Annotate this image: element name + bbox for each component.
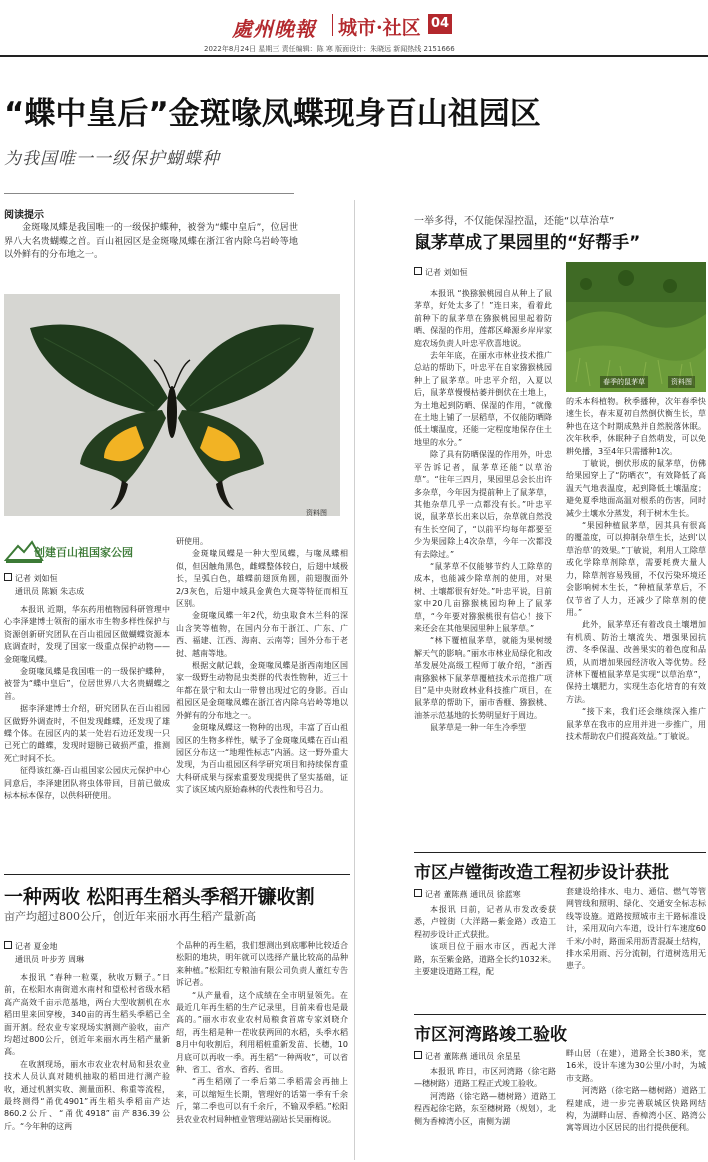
rice-byline: 记者 夏金地 通讯员 叶步芳 周琳 xyxy=(4,940,174,966)
byline-marker-icon xyxy=(414,889,422,897)
road2-headline: 市区河湾路竣工验收 xyxy=(414,1025,567,1045)
rice-subtitle: 亩产均超过800公斤，创近年来丽水再生稻产量新高 xyxy=(4,910,256,923)
lead-column-2: 研使用。 金斑喙凤蝶是一种大型凤蝶，与喙凤蝶相似，但因触角黑色，雌蝶整体较白，后翅中域极长，呈弧白色，雄蝶前翅顶角圆，前翅腹面外2/3灰色，后翅中域具金黄色大斑等特征而相互区别。 金斑喙凤蝶一年2代，幼虫取食木兰科的深山含笑等植物，在国内分布于浙江、广东、广西、福建、江西、海南、云南等；国外分布于老挝、越南等地。 根据文献记载，金斑喙凤蝶是浙西南地区国家一级野生动物昆虫类群的代表性物种，近三十年都在景宁和太山一带曾出现过它的身影。百山祖园区是金斑喙凤蝶在浙江省内除乌岩岭等地以外鲜有的分布地之一。 金斑喙凤蝶这一物种的出现，丰富了百山祖园区的生物多样性，赋予了金斑喙凤蝶在百山祖园区分布这一“地理性标志”内涵。这一野外重大发现，为百山祖园区科学研究项目和持续保育重大科研成果与探索重要发现提供了坚实基础，证实了该区域内原始森林的代表性和号召力。 xyxy=(176,537,348,795)
road2-column-2: 畔山居（在建），道路全长380米，宽16米，设计车速为30公里/小时，为城市支路。 河湾路（徐宅路—穗树路）道路工程建成，进一步完善联城区快路网结构，为湖畔山居、香樟湾小区、路湾公寓等周边小区居民的出行提供便利。 xyxy=(566,1049,706,1133)
byline-marker-icon xyxy=(4,941,12,949)
grass-illustration xyxy=(566,262,706,392)
rice-top-rule xyxy=(4,874,350,875)
tip-rule xyxy=(4,193,294,194)
lead-column-1: 本报讯 近期，华东药用植物园科研管理中心李泽建博士领衔的丽水市生物多样性保护与资源创新研究团队在百山祖园区做蝴蝶资源本底调查时，发现了国家一级重点保护动物——金斑喙凤蝶。 金斑喙凤蝶是我国唯一的一级保护蝶种，被誉为“蝶中皇后”，位居世界八大名贵蝴蝶之首。 据李泽建博士介绍，研究团队在百山祖园区做野外调查时，不但发现雌蝶，还发现了雄蝶个体。在园区内的某一处岩石边还发现一只已死亡的雌蝶，发现时翅膀已破损严重，推测死亡时间不长。 征得该红藻-百山祖国家公园庆元保护中心同意后，李泽建团队将虫体带回，目前已做成标本标本保存，以供科研使用。 xyxy=(4,605,170,801)
road2-top-rule xyxy=(414,1014,706,1015)
butterfly-photo xyxy=(4,294,340,516)
mole-headline: 鼠茅草成了果园里的“好帮手” xyxy=(414,233,641,253)
road2-byline: 记者 董陈燕 通讯员 余星星 xyxy=(414,1050,521,1063)
rice-column-1: 本报讯 “春种一粒粟，秋收万颗子。”日前，在松阳水南街道水南村和望松村省级水稻高产高效千亩示范基地，两台大型收割机在水稻田里来回穿梭，340亩的再生稻头季稻已全面开割。经农业专家现场实割测产验收，亩产均超过800公斤，创近年来丽水再生稻产量新高。 在收割现场，丽水市农业农村局和县农业技术人员认真对随机抽取的稻田进行测产验收，通过机割实收、测量面积、称重等流程，最终测得“甬优4901”再生稻头季稻亩产达860.2公斤、“甬优4918”亩产836.39公斤。“今年种的这两 xyxy=(4,973,170,1131)
masthead-info: 2022年8月24日 星期三 责任编辑：陈 寒 版面设计：朱晓远 新闻热线 2151666 xyxy=(204,45,455,53)
mole-column-1: 本报讯 “换猕猴桃园自从种上了鼠茅草，好处太多了！”连日来，看着此前种下的鼠茅草在猕猴桃园里起着防晒、保湿的作用，莲都区峰源乡岸岸家庭农场负责人叶忠平欣喜地说。 去年年底，在丽水市林业技术推广总站的帮助下，叶忠平在自家猕猴桃园种上了鼠茅草。叶忠平介绍，入夏以后，鼠茅草慢慢枯萎并倒伏在土地上，为土地起到防晒、保湿的作用，“就像在土地上铺了一层稻草，不仅能防晒降低土壤温度，还能一定程度地保存住土地里的水分。” 除了具有防晒保湿的作用外，叶忠平告诉记者，鼠茅草还能“以草治草”。“往年三四月，果园里总会长出许多杂草，今年因为提前种上了鼠茅草，其他杂草几乎一点都没有长。”叶忠平说，鼠茅草长出来以后，杂草就自然没有生长空间了，“以前平均每年都要至少为果园除上4次杂草，今年一次都没有去除过。” “鼠茅草不仅能够节约人工除草的成本，也能减少除草剂的使用，对果树、土壤都很有好处。”叶忠平说，目前家中20几亩猕猴桃园均种上了鼠茅草，“今年要对猕猴桃很有信心！接下来还会在其他果园里种上鼠茅草。” “林下覆植鼠茅草，就能为果树缓解天气的影响。”丽水市林业局绿化和改革发展处高级工程师丁敏介绍，“浙西南猕猴林下鼠茅草覆植技术示范推广项目”是中央财政林业科技推广项目，在鼠茅草的帮助下，丽市香榧、猕猴桃、油茶示范基地的长势明显好于周边。 鼠茅草是一种一年生冷季型 xyxy=(414,289,552,733)
reading-tip-text: 金斑喙凤蝶是我国唯一的一级保护蝶种，被誉为“蝶中皇后”，位居世界八大名贵蝴蝶之首。百山祖园区是金斑喙凤蝶在浙江省内除乌岩岭等地以外鲜有的分布地之一。 xyxy=(4,223,298,260)
mole-photo-credit: 资料图 xyxy=(668,376,695,388)
park-logo-text: 创建百山祖国家公园 xyxy=(34,546,133,559)
newspaper-logo: 處州晚報 xyxy=(232,17,316,41)
lead-subtitle: 为我国唯一一级保护蝴蝶种 xyxy=(4,149,220,169)
lead-headline: “蝶中皇后”金斑喙凤蝶现身百山祖园区 xyxy=(4,96,541,132)
byline-marker-icon xyxy=(414,267,422,275)
mole-column-2: 的禾本科植物。秋季播种，次年春季快速生长，春末夏初自然倒伏衡生长，草种也在这个时期成熟并自然脱落休眠。次年秋季，休眠种子自然萌发，可以免耕免播，3至4年只需播种1次。 丁敏说，倒伏形成的鼠茅草，仿佛给果园穿上了“防晒衣”，有效降低了高温天气地表温度，起到降低土壤温度；避免夏季地面高温对根系的伤害，同时减少土壤水分蒸发，利于树木生长。 “果园种植鼠茅草，因其具有很高的覆盖度，可以抑制杂草生长，达到‘以草治草’的效果。”丁敏说，利用人工除草或化学除草剂除草，需要耗费大量人力，除草剂容易残留，不仅污染环境还会影响树木生长，“种植鼠茅草后，不仅节省了人力，还减少了除草剂的使用。” 此外，鼠茅草还有着改良土壤增加有机质、防治土壤流失、增强果园抗涝、冬季保温、改善果实的着色度和品质，从而增加果园经济收入等优势。经济林下覆植鼠茅草是实现“以草治草”，保持土壤肥力，实现生态化培育的有效方法。 “接下来，我们还会继续深入推广鼠茅草在我市的应用并进一步推广，用技术帮助农户们提高效益。”丁敏说。 xyxy=(566,397,706,741)
butterfly-illustration xyxy=(4,294,340,516)
byline-marker-icon xyxy=(4,573,12,581)
road1-column-2: 套建设给排水、电力、通信、燃气等管网管线和照明、绿化、交通安全标志标线等设施。道路按照城市主干路标准设计，采用双向六车道，设计行车速度60千米/小时，路面采用沥青混凝土结构，排水采用雨、污分流制，行道树选用无患子。 xyxy=(566,887,706,971)
mole-photo-caption: 春季的鼠茅草 xyxy=(600,376,648,388)
road2-column-1: 本报讯 昨日，市区河湾路（徐宅路—穗树路）道路工程正式竣工验收。 河湾路（徐宅路—穗树路）道路工程西起徐宅路，东至穗树路（规划），北侧为香樟湾小区，南侧为湖 xyxy=(414,1067,556,1126)
road1-headline: 市区卢镗街改造工程初步设计获批 xyxy=(414,863,669,883)
section-title: 城市·社区 xyxy=(338,17,421,39)
masthead-divider xyxy=(332,14,333,36)
road1-column-1: 本报讯 日前，记者从市发改委获悉，卢镗街（大洋路—紫金路）改造工程初步设计正式获批。 该项目位于丽水市区，西起大洋路，东至紫金路，道路全长约1032米。主要建设道路工程，配 xyxy=(414,905,556,977)
mole-kicker: 一举多得，不仅能保湿控温，还能“以草治草” xyxy=(414,216,615,227)
column-separator xyxy=(354,200,355,1160)
lead-byline: 记者 刘如恒 通讯员 陈颖 朱志成 xyxy=(4,572,174,598)
park-logo xyxy=(4,536,174,566)
mole-byline: 记者 刘如恒 xyxy=(414,266,468,279)
road1-byline: 记者 董陈燕 通讯员 徐蓝寒 xyxy=(414,888,521,901)
road1-top-rule xyxy=(414,852,706,853)
butterfly-photo-credit: 资料图 xyxy=(306,509,327,517)
rice-column-2: 个品种的再生稻，我们想测出到底哪种比较适合松阳的地块，明年就可以选择产量比较高的品种来种植。”松阳红专粮油有限公司负责人董红专告诉记者。 “从产量看，这个成绩在全市明显领先。在最近几年再生稻的生产记录里，目前来看也是最高的。”丽水市农业农村局粮食首席专家刘晓介绍，再生稻是种一茬收获两回的水稻，头季水稻8月中旬收割后，利用稻桩重新发苗、长穗，10月底可以再收一季。再生稻“一种两收”，可以省种、省工、省水、省药、省田。 “再生稻刚了一季后第二季稻需会再抽上来，可以缩短生长期，管理好的话第一季有千余斤，第二季也可以有千余斤，不输双季稻。”松阳县农业农村局种植业管理站副站长吴丽梅说。 xyxy=(176,941,348,1124)
rice-headline: 一种两收 松阳再生稻头季稻开镰收割 xyxy=(4,886,315,908)
masthead-rule xyxy=(0,55,708,57)
page-number: 04 xyxy=(428,14,452,34)
reading-tip-label: 阅读提示 xyxy=(4,210,44,221)
byline-marker-icon xyxy=(414,1051,422,1059)
mole-grass-photo xyxy=(566,262,706,392)
